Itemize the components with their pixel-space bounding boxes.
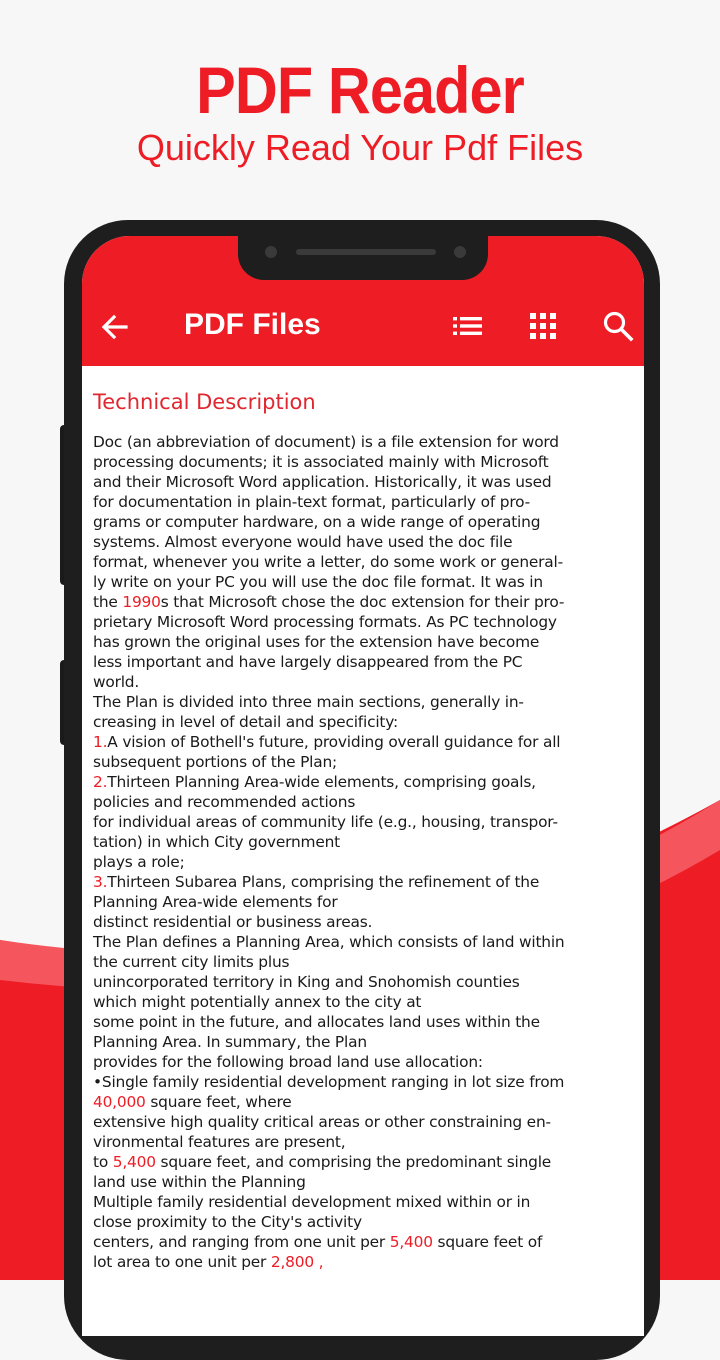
document-line <box>93 432 638 452</box>
toolbar-title: PDF Files <box>184 308 321 341</box>
document-line <box>93 812 638 832</box>
line-text: grams or computer hardware, on a wide range of operating <box>93 513 541 531</box>
line-text: •Single family residential development ranging in lot size from <box>93 1073 565 1091</box>
line-text: extensive high quality critical areas or other constraining en- <box>93 1113 551 1131</box>
document-line <box>93 732 638 752</box>
line-text: Thirteen Planning Area-wide elements, comprising goals, <box>107 773 536 791</box>
line-text: land use within the Planning <box>93 1173 306 1191</box>
document-line <box>93 1092 638 1112</box>
line-text: less important and have largely disappeared from the PC <box>93 653 523 671</box>
line-text: The Plan defines a Planning Area, which consists of land within <box>93 933 565 951</box>
document-line <box>93 972 638 992</box>
line-text: distinct residential or business areas. <box>93 913 373 931</box>
promo-title: PDF Reader <box>196 53 524 127</box>
front-camera <box>265 246 277 258</box>
line-text: lot area to one unit per <box>93 1253 271 1271</box>
line-text: plays a role; <box>93 853 185 871</box>
line-text: Doc (an abbreviation of document) is a file extension for word <box>93 433 559 451</box>
list-view-icon[interactable] <box>452 314 484 338</box>
phone-notch <box>238 236 488 280</box>
document-line <box>93 952 638 972</box>
document-line <box>93 532 638 552</box>
line-text: square feet, and comprising the predominant single <box>155 1153 552 1171</box>
line-text: square feet of <box>432 1233 543 1251</box>
document-line <box>93 1052 638 1072</box>
line-text: systems. Almost everyone would have used the doc file <box>93 533 513 551</box>
line-text: world. <box>93 673 140 691</box>
line-text: Thirteen Subarea Plans, comprising the refinement of the <box>107 873 540 891</box>
document-line <box>93 1132 638 1152</box>
line-text: creasing in level of detail and specificity: <box>93 713 399 731</box>
line-text: to <box>93 1153 113 1171</box>
line-text: for individual areas of community life (e.g., housing, transpor- <box>93 813 558 831</box>
line-text: processing documents; it is associated mainly with Microsoft <box>93 453 549 471</box>
document-content <box>93 386 638 1272</box>
highlighted-text: 3. <box>93 873 108 891</box>
document-line <box>93 772 638 792</box>
line-text: vironmental features are present, <box>93 1133 346 1151</box>
highlighted-text: 1. <box>93 733 108 751</box>
document-line <box>93 692 638 712</box>
document-line <box>93 1212 638 1232</box>
document-line <box>93 472 638 492</box>
line-text: the current city limits plus <box>93 953 290 971</box>
document-line <box>93 872 638 892</box>
document-line <box>93 1072 638 1092</box>
line-text: A vision of Bothell's future, providing overall guidance for all <box>107 733 561 751</box>
document-line <box>93 1012 638 1032</box>
document-line <box>93 992 638 1012</box>
document-line <box>93 852 638 872</box>
line-text: format, whenever you write a letter, do some work or general- <box>93 553 563 571</box>
document-line <box>93 512 638 532</box>
document-line <box>93 752 638 772</box>
highlighted-text: 5,400 <box>112 1153 156 1171</box>
document-line <box>93 1152 638 1172</box>
document-line <box>93 832 638 852</box>
line-text: unincorporated territory in King and Snohomish counties <box>93 973 520 991</box>
grid-view-icon[interactable] <box>529 312 557 340</box>
line-text: some point in the future, and allocates land uses within the <box>93 1013 540 1031</box>
line-text: provides for the following broad land use allocation: <box>93 1053 483 1071</box>
document-line <box>93 912 638 932</box>
document-line <box>93 452 638 472</box>
document-line <box>93 672 638 692</box>
highlighted-text: 1990 <box>122 593 161 611</box>
line-text: ly write on your PC you will use the doc file format. It was in <box>93 573 543 591</box>
document-line <box>93 1032 638 1052</box>
line-text: has grown the original uses for the extension have become <box>93 633 540 651</box>
line-text: and their Microsoft Word application. Historically, it was used <box>93 473 552 491</box>
line-text: which might potentially annex to the city at <box>93 993 422 1011</box>
line-text: Planning Area-wide elements for <box>93 893 338 911</box>
document-line <box>93 632 638 652</box>
document-line <box>93 1192 638 1212</box>
document-line <box>93 492 638 512</box>
line-text: Multiple family residential development mixed within or in <box>93 1193 531 1211</box>
document-body <box>93 432 638 1272</box>
line-text: Planning Area. In summary, the Plan <box>93 1033 367 1051</box>
line-text: tation) in which City government <box>93 833 340 851</box>
line-text: subsequent portions of the Plan; <box>93 753 338 771</box>
document-line <box>93 592 638 612</box>
document-line <box>93 792 638 812</box>
highlighted-text: 2. <box>93 773 108 791</box>
promo-subtitle: Quickly Read Your Pdf Files <box>136 127 584 168</box>
earpiece-speaker <box>296 249 436 255</box>
document-line <box>93 652 638 672</box>
document-line <box>93 892 638 912</box>
document-line <box>93 1252 638 1272</box>
proximity-sensor <box>454 246 466 258</box>
app-toolbar <box>82 236 644 366</box>
document-line <box>93 1112 638 1132</box>
phone-screen <box>82 236 644 1336</box>
line-text: square feet, where <box>145 1093 292 1111</box>
line-text: prietary Microsoft Word processing formats. As PC technology <box>93 613 557 631</box>
line-text: for documentation in plain-text format, particularly of pro- <box>93 493 531 511</box>
search-icon[interactable] <box>602 310 634 342</box>
document-heading: Technical Description <box>93 390 316 414</box>
document-line <box>93 1172 638 1192</box>
line-text: the <box>93 593 123 611</box>
highlighted-text: 2,800 , <box>270 1253 324 1271</box>
line-text: The Plan is divided into three main sections, generally in- <box>93 693 524 711</box>
line-text: centers, and ranging from one unit per <box>93 1233 390 1251</box>
document-line <box>93 572 638 592</box>
document-line <box>93 552 638 572</box>
highlighted-text: 40,000 <box>93 1093 146 1111</box>
line-text: close proximity to the City's activity <box>93 1213 362 1231</box>
arrow-left-icon[interactable] <box>100 312 130 342</box>
document-line <box>93 1232 638 1252</box>
document-line <box>93 932 638 952</box>
line-text: s that Microsoft chose the doc extension for their pro- <box>160 593 565 611</box>
highlighted-text: 5,400 <box>389 1233 433 1251</box>
document-line <box>93 612 638 632</box>
document-line <box>93 712 638 732</box>
line-text: policies and recommended actions <box>93 793 356 811</box>
